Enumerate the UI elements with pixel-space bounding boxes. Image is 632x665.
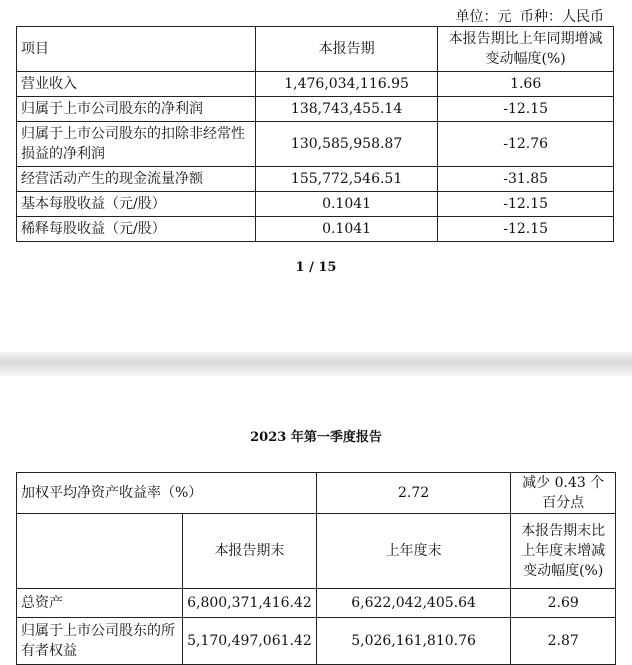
row-prior: 5,026,161,810.76	[316, 618, 511, 665]
row-item: 归属于上市公司股东的所有者权益	[17, 618, 183, 665]
table-row	[17, 589, 616, 618]
table-row	[17, 217, 614, 242]
row-item: 基本每股收益（元/股）	[17, 192, 256, 217]
row-change: -12.76	[438, 122, 614, 167]
page-separator	[0, 352, 632, 376]
row-change: -31.85	[438, 167, 614, 192]
balance-table	[16, 472, 616, 665]
row-change: -12.15	[438, 192, 614, 217]
key-financials-table	[16, 26, 614, 242]
header-prior-year-end: 上年度末	[316, 514, 511, 589]
table-row	[17, 167, 614, 192]
row-item: 归属于上市公司股东的净利润	[17, 97, 256, 122]
report-title: 2023 年第一季度报告	[250, 430, 382, 445]
table-header-row	[17, 27, 614, 72]
row-current: 6,800,371,416.42	[183, 589, 317, 618]
table-row	[17, 122, 614, 167]
row-change: 1.66	[438, 72, 614, 97]
unit-line	[452, 6, 604, 26]
row-value: 0.1041	[255, 217, 437, 242]
page-2	[0, 376, 632, 659]
row-item: 稀释每股收益（元/股）	[17, 217, 256, 242]
roe-label: 加权平均净资产收益率（%）	[17, 473, 317, 514]
row-current: 5,170,497,061.42	[183, 618, 317, 665]
table-row	[17, 192, 614, 217]
row-change: 2.69	[511, 589, 616, 618]
row-value: 0.1041	[255, 192, 437, 217]
row-item: 总资产	[17, 589, 183, 618]
row-item: 经营活动产生的现金流量净额	[17, 167, 256, 192]
row-prior: 6,622,042,405.64	[316, 589, 511, 618]
row-value: 138,743,455.14	[255, 97, 437, 122]
header-change: 本报告期比上年同期增减变动幅度(%)	[438, 27, 614, 72]
row-value: 130,585,958.87	[255, 122, 437, 167]
header-change: 本报告期末比上年度末增减变动幅度(%)	[511, 514, 616, 589]
roe-change: 减少 0.43 个百分点	[511, 473, 616, 514]
row-value: 155,772,546.51	[255, 167, 437, 192]
table-row	[17, 618, 616, 665]
table-header-row	[17, 514, 616, 589]
unit-label: 单位：元	[455, 9, 512, 25]
header-blank	[17, 514, 183, 589]
page-number: 1 / 15	[295, 260, 337, 275]
row-value: 1,476,034,116.95	[255, 72, 437, 97]
row-item: 归属于上市公司股东的扣除非经常性损益的净利润	[17, 122, 256, 167]
row-change: -12.15	[438, 97, 614, 122]
row-change: 2.87	[511, 618, 616, 665]
roe-row	[17, 473, 616, 514]
table-row	[17, 72, 614, 97]
header-item: 项目	[17, 27, 256, 72]
roe-value: 2.72	[316, 473, 511, 514]
row-item: 营业收入	[17, 72, 256, 97]
table-row	[17, 97, 614, 122]
currency-label: 币种：人民币	[520, 9, 604, 25]
header-period-end: 本报告期末	[183, 514, 317, 589]
header-current-period: 本报告期	[255, 27, 437, 72]
row-change: -12.15	[438, 217, 614, 242]
